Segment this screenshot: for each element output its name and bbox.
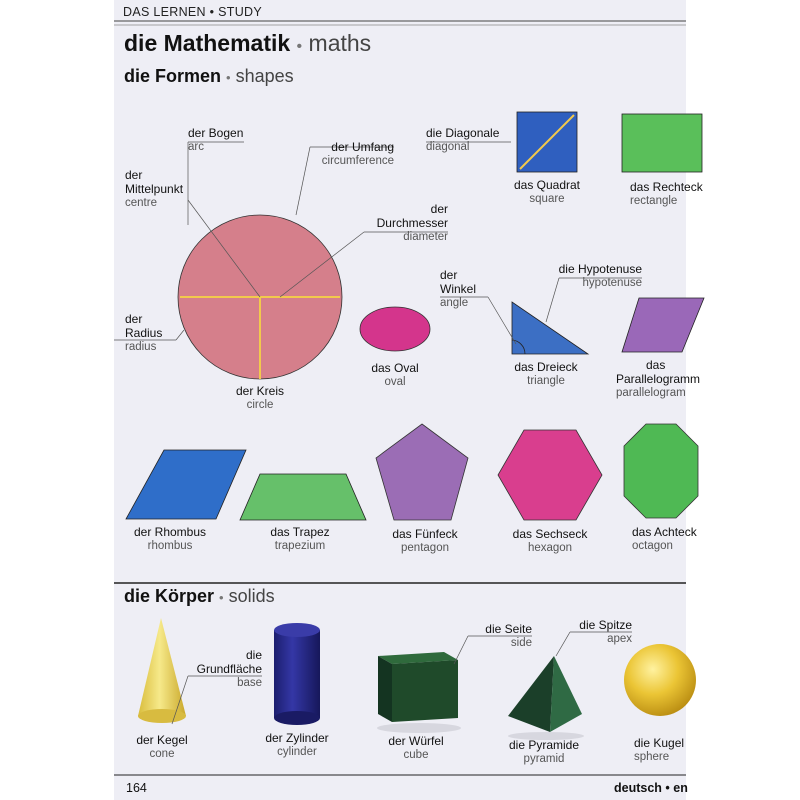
label-centre: der Mittelpunkt centre — [125, 168, 184, 209]
label-cone: der Kegel cone — [136, 733, 188, 760]
label-cylinder: der Zylinder cylinder — [265, 731, 329, 758]
oval-shape — [360, 307, 430, 351]
label-base: die Grundfläche base — [196, 648, 262, 689]
cube-shape — [378, 656, 392, 722]
rhombus-shape — [126, 450, 246, 519]
hexagon-shape — [498, 430, 602, 520]
label-pentagon: das Fünfeck pentagon — [392, 527, 458, 554]
label-circle: der Kreis circle — [235, 384, 285, 411]
label-rectangle: das Rechteck rectangle — [630, 180, 703, 207]
octagon-shape — [624, 424, 698, 518]
label-triangle: das Dreieck triangle — [514, 360, 578, 387]
sphere-shape — [624, 644, 696, 716]
label-side: die Seite side — [485, 622, 532, 649]
cylinder-shape — [274, 630, 320, 718]
pyramid-shape — [508, 656, 554, 732]
cone-shape — [138, 618, 186, 716]
label-diameter: der Durchmesser diameter — [376, 202, 448, 243]
label-parallelogram: das Parallelogramm parallelogram — [616, 358, 701, 399]
label-arc: der Bogen arc — [188, 126, 244, 153]
label-trapezium: das Trapez trapezium — [270, 525, 330, 552]
label-apex: die Spitze apex — [579, 618, 632, 645]
label-angle: der Winkel angle — [440, 268, 477, 309]
trapezium-shape — [240, 474, 366, 520]
page-number: 164 — [126, 781, 147, 795]
right-margin — [686, 0, 800, 800]
label-pyramid: die Pyramide pyramid — [508, 738, 580, 765]
label-octagon: das Achteck octagon — [632, 525, 697, 552]
label-hypotenuse: die Hypotenuse hypotenuse — [558, 262, 642, 289]
section-header: DAS LERNEN • STUDY — [123, 5, 263, 19]
book-page — [114, 0, 703, 800]
footer-language: deutsch • en — [614, 781, 688, 795]
label-diagonal: die Diagonale diagonal — [426, 126, 500, 153]
label-sphere: die Kugel sphere — [634, 736, 685, 763]
label-radius: der Radius radius — [125, 312, 163, 353]
page-title: die Mathematik • maths — [124, 30, 372, 56]
label-oval: das Oval oval — [371, 361, 419, 388]
shapes-heading: die Formen • shapes — [124, 66, 294, 86]
label-rhombus: der Rhombus rhombus — [133, 525, 207, 552]
solids-heading: die Körper • solids — [124, 586, 275, 606]
label-cube: der Würfel cube — [388, 734, 444, 761]
triangle-shape — [512, 302, 588, 354]
label-square: das Quadrat square — [513, 178, 581, 205]
label-circumference: der Umfang circumference — [321, 140, 394, 167]
pentagon-shape — [376, 424, 468, 520]
label-hexagon: das Sechseck hexagon — [512, 527, 588, 554]
rectangle-shape — [622, 114, 702, 172]
